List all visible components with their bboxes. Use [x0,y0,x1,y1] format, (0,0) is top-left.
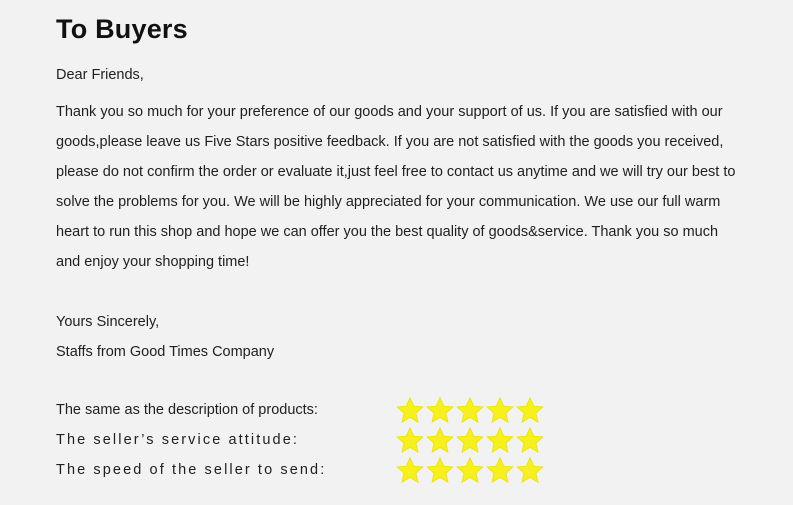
star-icon [516,396,544,424]
star-icon [426,396,454,424]
star-icon [396,456,424,484]
page-title: To Buyers [56,14,188,44]
rating-row [56,455,741,485]
star-icon [456,396,484,424]
star-icon [516,426,544,454]
greeting-text: Dear Friends, [56,67,144,83]
rating-row [56,395,741,425]
star-icon [426,426,454,454]
rating-stars [396,456,544,484]
star-icon [486,396,514,424]
star-icon [486,456,514,484]
ratings-list [56,395,741,485]
star-icon [516,456,544,484]
star-icon [396,396,424,424]
signoff-line-1: Yours Sincerely, [56,314,160,330]
star-icon [396,426,424,454]
rating-stars [396,426,544,454]
letter-body: Thank you so much for your preference of our goods and your support of us. If you are satisfied with our goods,please leave us Five Stars positive feedback. If you are not satisfied with the goods you received, please do not confirm the order or evaluate it,just feel free to contact us anytime and we will try our best to solve the problems for you. We will be highly appreciated for your communication. We use our full warm heart to run this shop and hope we can offer you the best quality of goods&service. Thank you so much and enjoy your shopping time! [56,104,736,270]
rating-label: The seller’s service attitude: [56,432,299,448]
rating-label: The speed of the seller to send: [56,462,327,478]
star-icon [426,456,454,484]
signoff-line-2: Staffs from Good Times Company [56,344,275,360]
star-icon [456,426,484,454]
rating-stars [396,396,544,424]
star-icon [486,426,514,454]
rating-row [56,425,741,455]
rating-label: The same as the description of products: [56,402,318,418]
star-icon [456,456,484,484]
body-spacer [56,277,741,307]
